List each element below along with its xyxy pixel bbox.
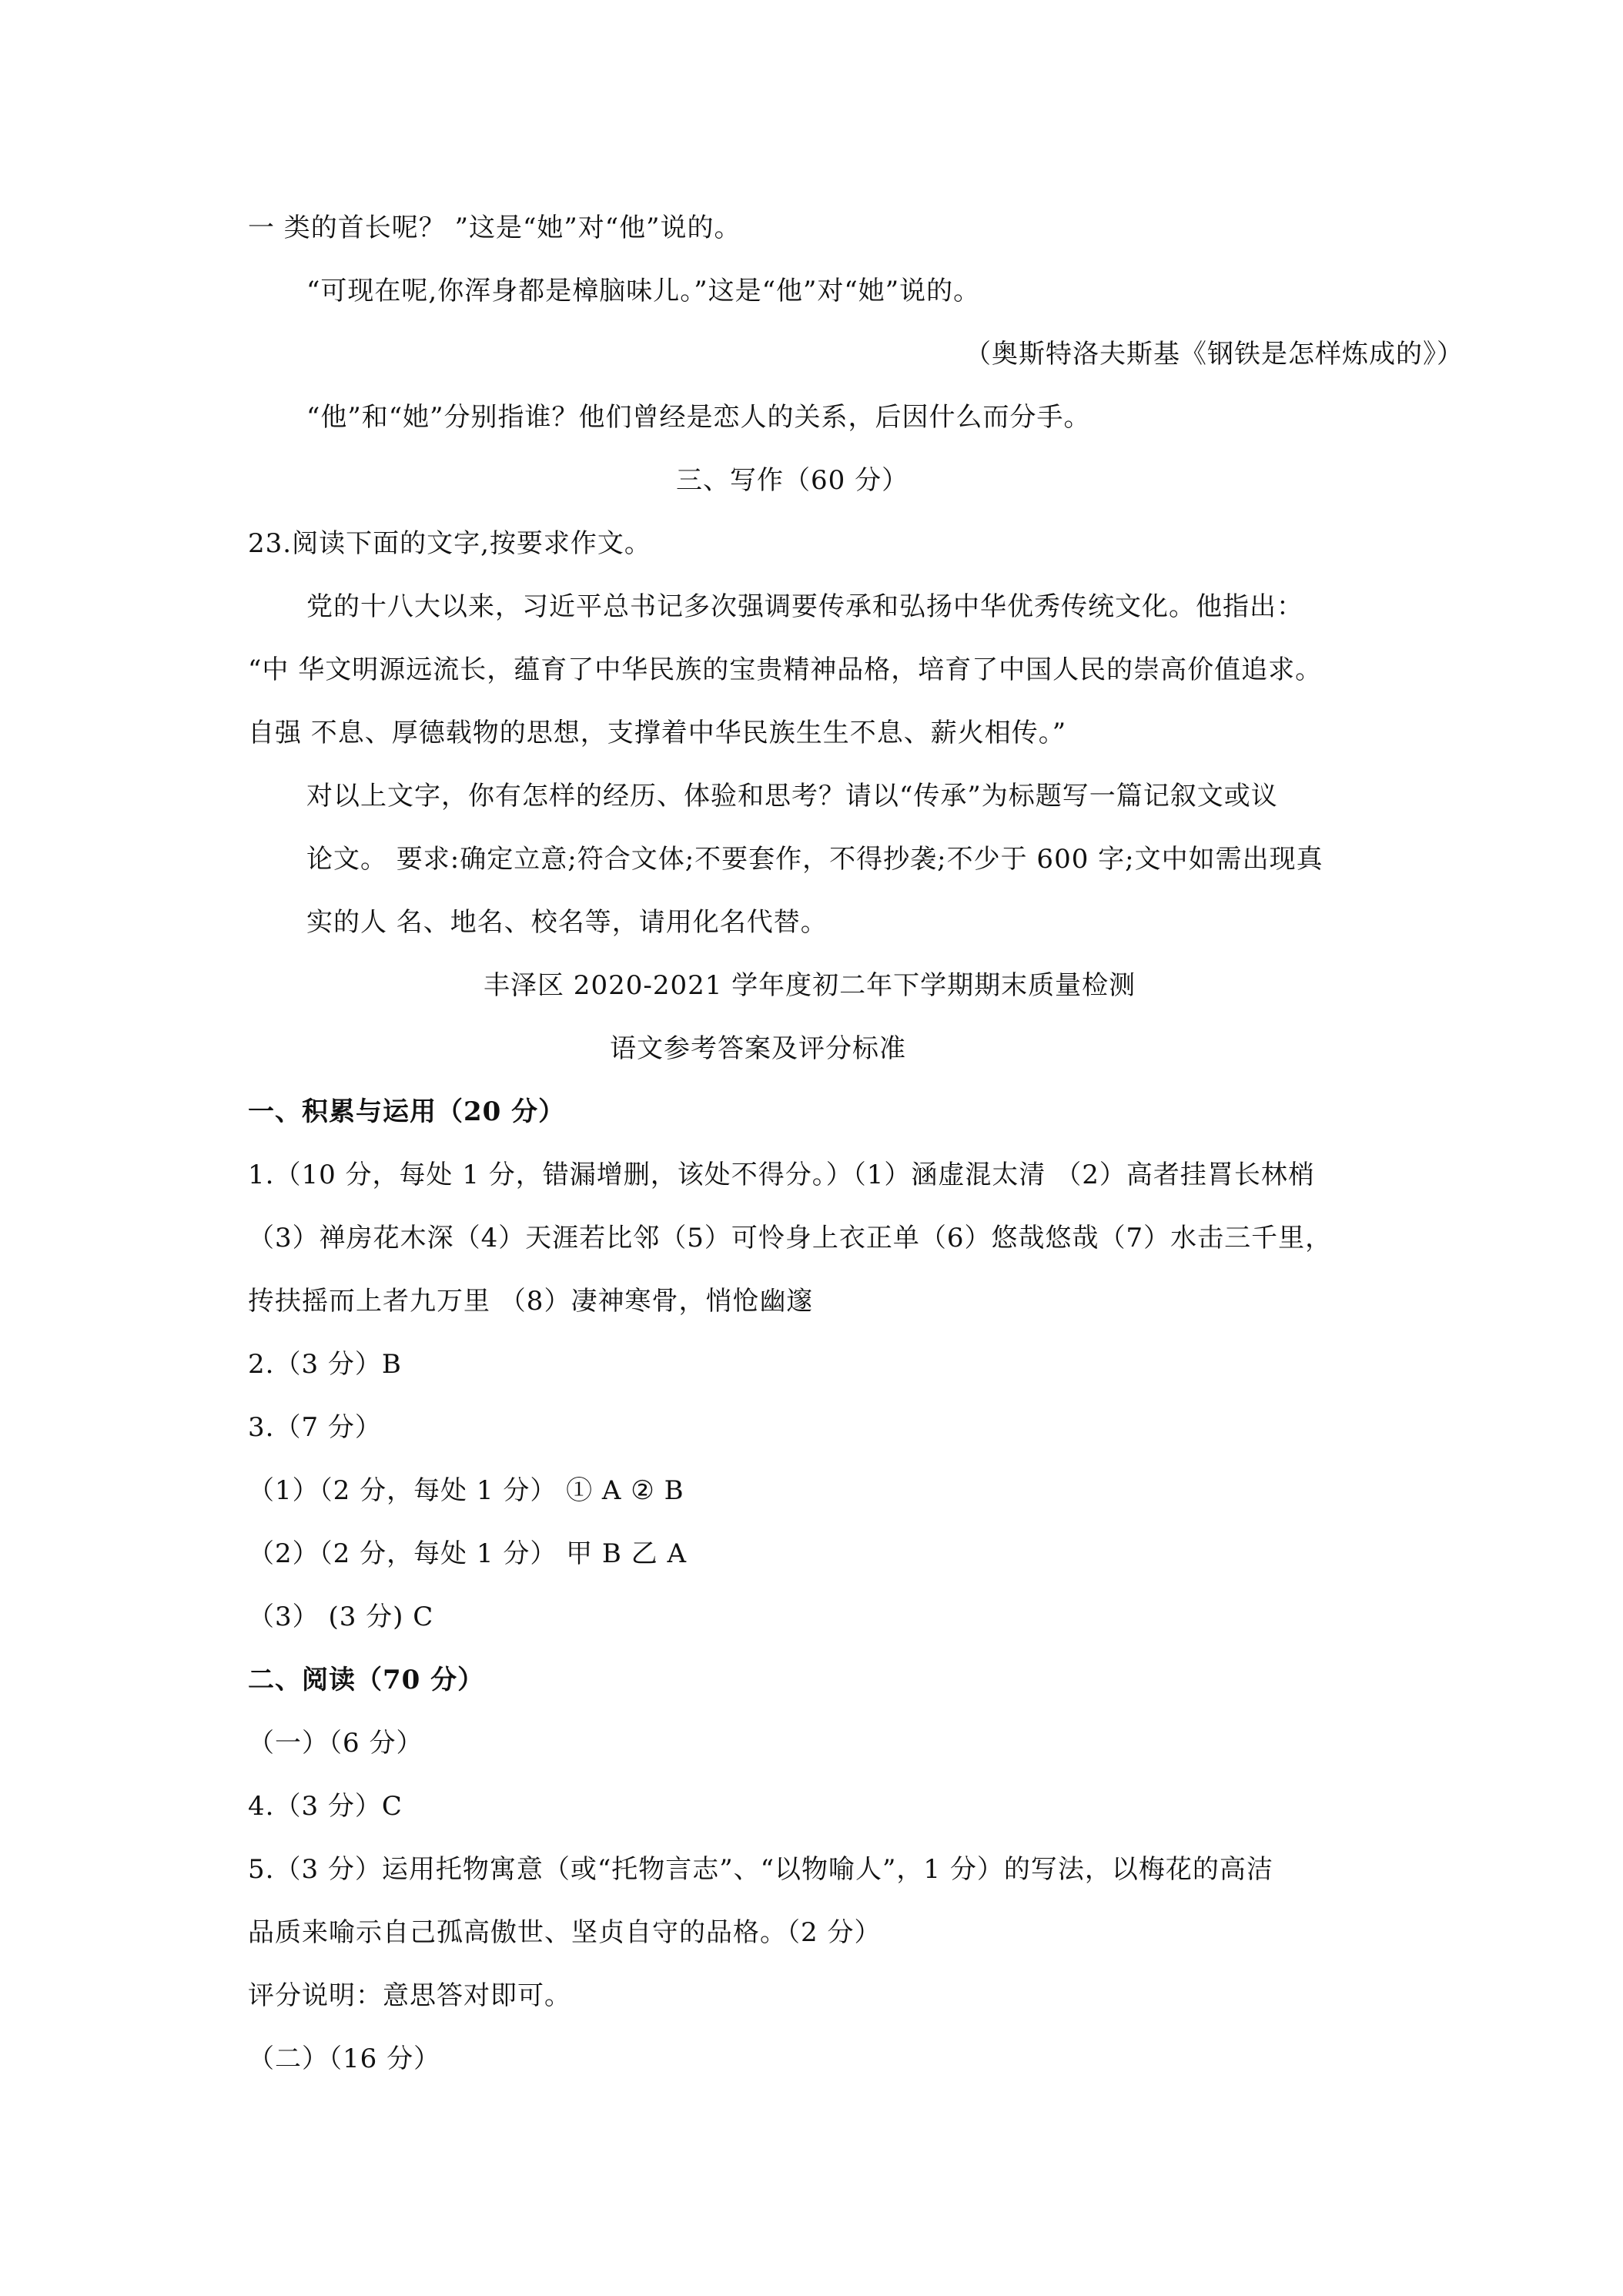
answer-3-part-2: （2）（2 分，每处 1 分） 甲 B 乙 A <box>248 1538 688 1569</box>
writing-para-3: 自强 不息、厚德载物的思想，支撑着中华民族生生不息、薪火相传。” <box>248 718 1067 748</box>
writing-requirement-1: 对以上文字，你有怎样的经历、体验和思考？请以“传承”为标题写一篇记叙文或议 <box>306 781 1278 812</box>
reading-part-2: （二）（16 分） <box>248 2043 441 2074</box>
reading-part-1: （一）（6 分） <box>248 1728 423 1759</box>
answer-2: 2.（3 分）B <box>248 1349 402 1380</box>
q22-question: “他”和“她”分别指谁？他们曾经是恋人的关系，后因什么而分手。 <box>306 402 1091 433</box>
answer-title-line-1: 丰泽区 2020-2021 学年度初二年下学期期末质量检测 <box>484 970 1136 1001</box>
section-2-heading: 二、阅读（70 分） <box>248 1665 485 1695</box>
answer-4: 4.（3 分）C <box>248 1791 403 1822</box>
writing-para-2: “中 华文明源远流长，蕴育了中华民族的宝贵精神品格，培育了中国人民的崇高价值追求。 <box>248 654 1323 685</box>
answer-1-line-1: 1.（10 分，每处 1 分，错漏增删，该处不得分。）（1）涵虚混太清 （2）高者挂罥长林梢 <box>248 1160 1315 1190</box>
answer-1-line-2: （3）禅房花木深（4）天涯若比邻（5）可怜身上衣正单（6）悠哉悠哉（7）水击三千里， <box>248 1223 1333 1253</box>
writing-heading: 三、写作（60 分） <box>676 465 909 496</box>
answer-5-line-2: 品质来喻示自己孤高傲世、坚贞自守的品格。（2 分） <box>248 1917 882 1948</box>
q22-tail-line-2: “可现在呢,你浑身都是樟脑味儿。”这是“他”对“她”说的。 <box>306 276 981 306</box>
writing-prompt: 23.阅读下面的文字,按要求作文。 <box>248 528 651 559</box>
writing-para-1: 党的十八大以来，习近平总书记多次强调要传承和弘扬中华优秀传统文化。他指出： <box>306 591 1303 622</box>
answer-3-part-1: （1）（2 分，每处 1 分） ① A ② B <box>248 1475 684 1506</box>
section-1-heading: 一、积累与运用（20 分） <box>248 1096 566 1127</box>
answer-5-line-1: 5.（3 分）运用托物寓意（或“托物言志”、“以物喻人”，1 分）的写法，以梅花的高洁 <box>248 1854 1273 1885</box>
writing-requirement-3: 实的人 名、地名、校名等，请用化名代替。 <box>306 907 828 938</box>
answer-title-line-2: 语文参考答案及评分标准 <box>610 1033 906 1064</box>
answer-1-line-3: 抟扶摇而上者九万里 （8）凄神寒骨，悄怆幽邃 <box>248 1286 814 1317</box>
q22-source: （奥斯特洛夫斯基《钢铁是怎样炼成的》） <box>965 339 1464 370</box>
writing-requirement-2: 论文。 要求:确定立意;符合文体;不要套作，不得抄袭;不少于 600 字;文中如需出现真 <box>306 844 1323 875</box>
scoring-note: 评分说明：意思答对即可。 <box>248 1980 571 2011</box>
answer-3: 3.（7 分） <box>248 1412 382 1443</box>
q22-tail-line-1: 一 类的首长呢？ ”这是“她”对“他”说的。 <box>248 213 741 243</box>
answer-3-part-3: （3） (3 分) C <box>248 1602 434 1632</box>
